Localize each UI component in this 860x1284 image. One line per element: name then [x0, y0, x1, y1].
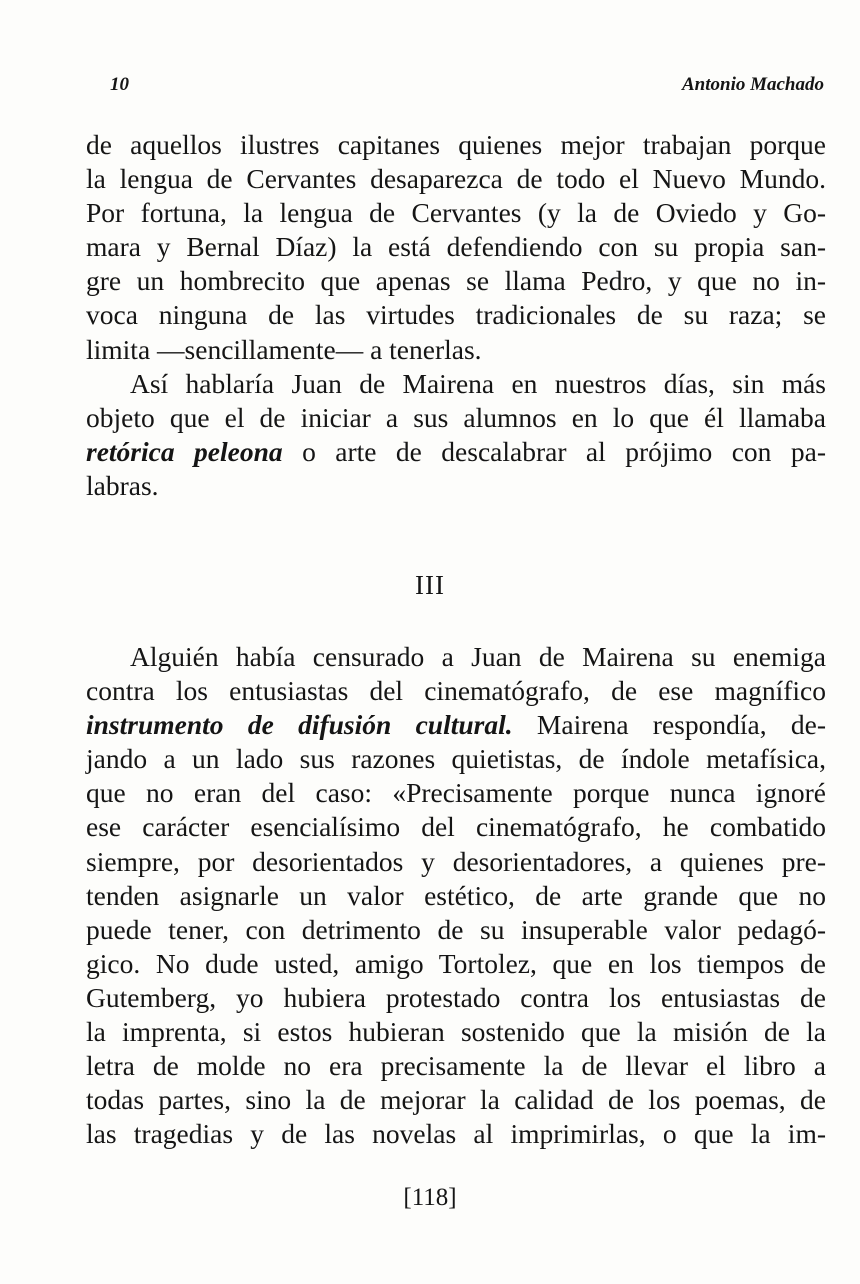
text-line: objeto que el de iniciar a sus alumnos en lo que él llamaba: [86, 401, 826, 433]
running-header: [110, 74, 824, 108]
paragraph-start-line: Así hablaría Juan de Mairena en nuestros días, sin más: [130, 367, 826, 399]
text-line: puede tener, con detrimento de su insuperable valor pedagó-: [86, 913, 826, 945]
text-line: de aquellos ilustres capitanes quienes mejor trabajan porque: [86, 129, 826, 160]
running-title: Antonio Machado: [681, 74, 824, 95]
text-line: la lengua de Cervantes desaparezca de todo el Nuevo Mundo.: [86, 163, 826, 195]
text-line-with-italic: [86, 435, 826, 469]
text-line-with-italic: [86, 708, 826, 742]
text-line: ese carácter esencialísimo del cinematógrafo, he combatido: [86, 811, 826, 843]
text-line: voca ninguna de las virtudes tradicionales de su raza; se: [86, 299, 826, 331]
text-line: las tragedias y de las novelas al imprimirlas, o que la im-: [86, 1118, 826, 1150]
italic-phrase: retórica peleona: [86, 435, 283, 467]
text-line: contra los entusiastas del cinematógrafo, de ese magnífico: [86, 675, 826, 707]
italic-phrase: instrumento de difusión cultural.: [86, 709, 513, 741]
page-number: [118]: [403, 1184, 457, 1211]
text-line: Por fortuna, la lengua de Cervantes (y la de Oviedo y Go-: [86, 197, 826, 229]
section-heading: III: [415, 570, 445, 600]
text-fragment: Mairena respondía, de-: [512, 709, 826, 741]
text-block-lower: [86, 640, 826, 1151]
paragraph-start-line: Alguién había censurado a Juan de Mairena su enemiga: [130, 641, 826, 672]
text-line: gico. No dude usted, amigo Tortolez, que en los tiempos de: [86, 947, 826, 979]
text-line: gre un hombrecito que apenas se llama Pedro, y que no in-: [86, 265, 826, 297]
text-line: siempre, por desorientados y desorientadores, a quienes pre-: [86, 845, 826, 877]
text-line: jando a un lado sus razones quietistas, de índole metafísica,: [86, 743, 826, 775]
text-line: tenden asignarle un valor estético, de arte grande que no: [86, 879, 826, 911]
text-block-upper: [86, 128, 826, 503]
text-line: la imprenta, si estos hubieran sostenido que la misión de la: [86, 1016, 826, 1048]
text-line: labras.: [86, 469, 159, 501]
text-line: todas partes, sino la de mejorar la calidad de los poemas, de: [86, 1084, 826, 1116]
text-fragment: o arte de descalabrar al prójimo con pa-: [282, 435, 826, 467]
text-line: limita —sencillamente— a tenerlas.: [86, 333, 482, 365]
folio-number: 10: [110, 74, 129, 95]
text-line: letra de molde no era precisamente la de llevar el libro a: [86, 1050, 826, 1082]
text-line: que no eran del caso: «Precisamente porque nunca ignoré: [86, 777, 826, 809]
text-line: Gutemberg, yo hubiera protestado contra los entusiastas de: [86, 981, 826, 1013]
text-line: mara y Bernal Díaz) la está defendiendo con su propia san-: [86, 231, 826, 263]
